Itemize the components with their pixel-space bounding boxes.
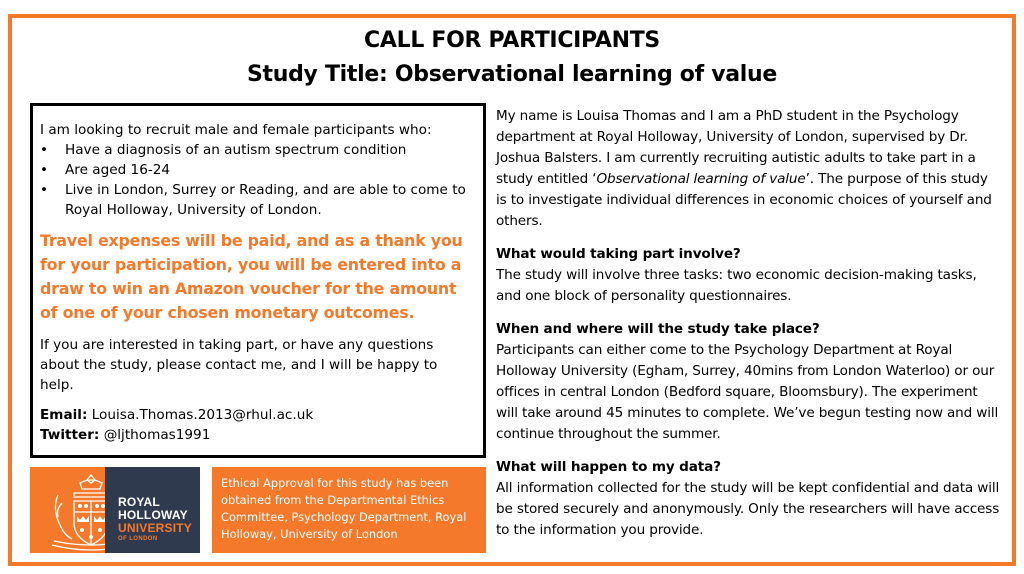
- contact-text: If you are interested in taking part, or have any questions about the study, please contact me, and I will be happy to help.: [40, 337, 438, 393]
- twitter-handle[interactable]: @ljthomas1991: [103, 427, 211, 443]
- contact-details: [40, 405, 475, 445]
- section-text-data: All information collected for the study will be kept confidential and data will be stored securely and anonymously. Only the researchers will have access to the information you provide.: [496, 480, 1000, 538]
- section-heading-location: When and where will the study take place?: [496, 321, 820, 337]
- intro-study-name: Observational learning of value: [596, 171, 806, 187]
- criteria-item: • Live in London, Surrey or Reading, and are able to come to Royal Holloway, University of London.: [40, 180, 475, 220]
- ethics-approval-box: [212, 467, 486, 553]
- email-line: [40, 405, 475, 425]
- twitter-label: Twitter:: [40, 427, 100, 443]
- ethics-text: Ethical Approval for this study has been obtained from the Departmental Ethics Committee, Psychology Department, Royal Holloway, University of London: [221, 476, 467, 541]
- criteria-item: • Are aged 16-24: [40, 160, 475, 180]
- incentive-text: Travel expenses will be paid, and as a thank you for your participation, you will be entered into a draw to win an Amazon voucher for the amount of one of your chosen monetary outcomes.: [40, 231, 463, 322]
- poster-title: CALL FOR PARTICIPANTS: [364, 28, 660, 53]
- section-heading-involvement: What would taking part involve?: [496, 246, 741, 262]
- criteria-list: [40, 140, 475, 220]
- email-address[interactable]: Louisa.Thomas.2013@rhul.ac.uk: [91, 407, 314, 423]
- logo-line-of-london: OF LONDON: [118, 536, 158, 542]
- study-description: [496, 106, 1002, 541]
- intro-text-start: My name is Louisa Thomas and I am a PhD student in the Psychology department at Royal Holloway, University of London, supervised by Dr. Joshua Balsters. I am currently recruiting autistic adults to take part in a study entitled ‘: [496, 108, 976, 187]
- study-title: Study Title: Observational learning of value: [246, 62, 778, 87]
- section-heading-data: What will happen to my data?: [496, 459, 721, 475]
- logo-line-royal: ROYAL: [118, 495, 160, 509]
- logo-line-holloway: HOLLOWAY: [118, 508, 188, 522]
- eligibility-box: [30, 103, 486, 458]
- twitter-line: [40, 425, 475, 445]
- logo-line-university: UNIVERSITY: [118, 521, 193, 535]
- intro-text-end: ’. The purpose of this study is to investigate individual differences in economic choices of yourself and others.: [496, 171, 992, 229]
- section-text-involvement: The study will involve three tasks: two economic decision-making tasks, and one block of personality questionnaires.: [496, 267, 977, 304]
- criteria-item: • Have a diagnosis of an autism spectrum condition: [40, 140, 475, 160]
- section-text-location: Participants can either come to the Psychology Department at Royal Holloway University (Egham, Surrey, 40mins from London Waterloo) or our offices in central London (Bedford square, Bloomsbury). The experiment will take around 45 minutes to complete. We’ve begun testing now and will continue throughout the summer.: [496, 342, 999, 442]
- eligibility-intro: I am looking to recruit male and female participants who:: [40, 122, 432, 138]
- email-label: Email:: [40, 407, 88, 423]
- logo-wordmark: [118, 496, 192, 543]
- intro-paragraph: [496, 106, 1002, 232]
